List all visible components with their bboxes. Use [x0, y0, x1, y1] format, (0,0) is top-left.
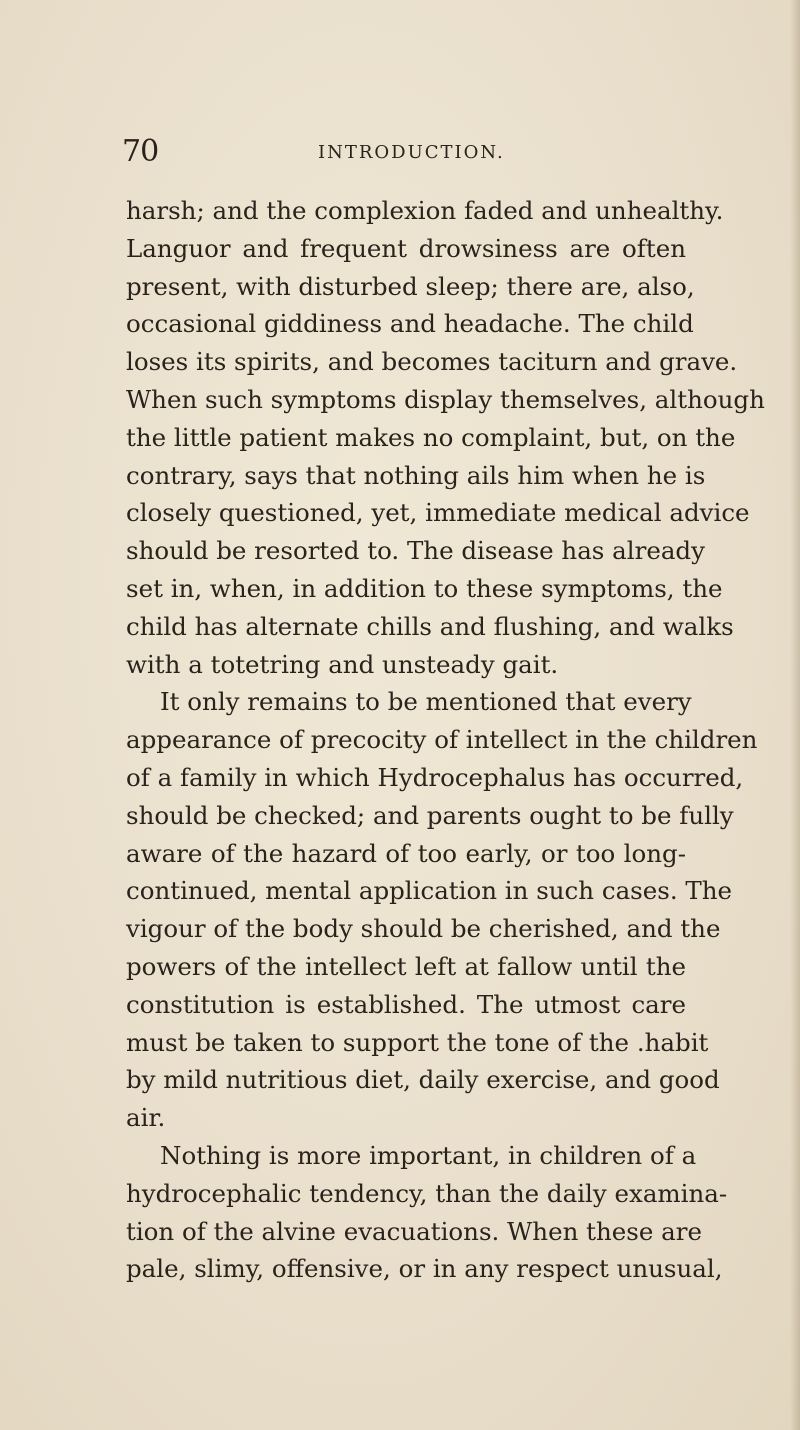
text-line: pale, slimy, offensive, or in any respect unusual, [126, 1254, 723, 1284]
page-header [118, 134, 684, 174]
text-line: powers of the intellect left at fallow until the [126, 951, 686, 981]
text-line: hydrocephalic tendency, than the daily examina- [126, 1178, 728, 1208]
text-line: occasional giddiness and headache. The child [126, 309, 694, 339]
text-line: with a totetring and unsteady gait. [126, 649, 559, 679]
paragraph-start-line: Nothing is more important, in children of a [160, 1140, 697, 1170]
text-line: constitution is established. The utmost care [126, 989, 686, 1019]
text-line: When such symptoms display themselves, although [126, 384, 765, 414]
body-text [126, 192, 765, 1288]
text-line: loses its spirits, and becomes taciturn and grave. [126, 347, 738, 377]
text-line: air. [126, 1103, 166, 1133]
text-line: continued, mental application in such cases. The [126, 876, 733, 906]
text-line: of a family in which Hydrocephalus has occurred, [126, 762, 744, 792]
text-line: closely questioned, yet, immediate medical advice [126, 498, 750, 528]
text-line: by mild nutritious diet, daily exercise, and good [126, 1065, 720, 1095]
text-line: must be taken to support the tone of the .habit [126, 1027, 709, 1057]
text-line: aware of the hazard of too early, or too long- [126, 838, 686, 868]
text-line: harsh; and the complexion faded and unhealthy. [126, 196, 724, 225]
text-line: appearance of precocity of intellect in the children [126, 725, 758, 755]
text-line: Languor and frequent drowsiness are often [126, 233, 686, 263]
text-line: tion of the alvine evacuations. When these are [126, 1216, 702, 1246]
text-line: vigour of the body should be cherished, and the [126, 914, 721, 944]
text-line: should be checked; and parents ought to be fully [126, 800, 734, 830]
text-line: present, with disturbed sleep; there are, also, [126, 271, 695, 301]
paragraph-start-line: It only remains to be mentioned that every [160, 687, 692, 717]
text-line: contrary, says that nothing ails him when he is [126, 460, 706, 490]
running-head: INTRODUCTION. [318, 142, 505, 163]
page-number: 70 [122, 134, 159, 169]
page-edge-shadow [790, 0, 800, 1430]
text-line: set in, when, in addition to these symptoms, the [126, 573, 723, 603]
text-line: should be resorted to. The disease has already [126, 536, 705, 566]
text-line: the little patient makes no complaint, but, on the [126, 422, 736, 452]
text-line: child has alternate chills and flushing, and walks [126, 611, 734, 641]
